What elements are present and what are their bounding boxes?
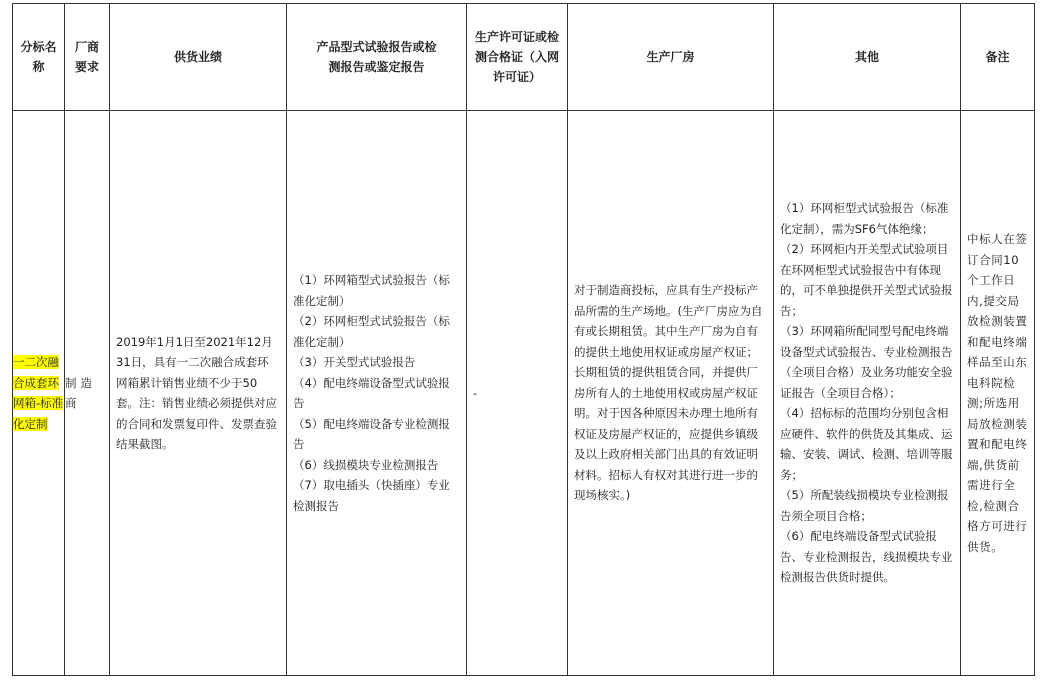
header-manufacturer-req: 厂商要求: [65, 4, 110, 111]
remarks-text: 中标人在签订合同10个工作日内,提交局放检测装置和配电终端样品至山东电科院检测;所选用局放检测装置和配电终端,供货前需进行全检,检测合格方可进行供货。: [967, 232, 1028, 554]
production-plant-text: 对于制造商投标，应具有生产投标产品所需的生产场地。(生产厂房应为自有或长期租赁。其中生产厂房为自有的提供土地使用权证或房屋产权证；长期租赁的提供租赁合同，并提供厂房所有人的土地使用权或房屋产权证明。对于因各种原因未办理土地所有权证及房屋产权证的，应提供乡镇级及以上政府相关部门出具的有效证明材料。招标人有权对其进行进一步的现场核实。): [574, 283, 763, 503]
cell-production-plant: [568, 111, 774, 676]
cell-supply-performance: [110, 111, 287, 676]
list-item: （7）取电插头（快插座）专业检测报告: [293, 478, 450, 513]
header-remarks: 备注: [961, 4, 1035, 111]
section-name-text: 一二次融合成套环网箱-标准化定制: [13, 355, 64, 431]
header-production-license: 生产许可证或检测合格证（入网许可证）: [467, 4, 568, 111]
production-license-text: -: [473, 385, 478, 400]
header-production-plant: 生产厂房: [568, 4, 774, 111]
header-section-name: 分标名称: [13, 4, 65, 111]
list-item: （5）配电终端设备专业检测报告: [293, 416, 450, 451]
cell-production-license: [467, 111, 568, 676]
header-type-test-report: 产品型式试验报告或检测报告或鉴定报告: [287, 4, 467, 111]
list-item: （3）开关型式试验报告: [293, 355, 416, 369]
list-item: （1）环网柜型式试验报告（标准化定制），需为SF6气体绝缘；: [780, 201, 949, 236]
list-item: （2）环网柜内开关型式试验项目在环网柜型式试验报告中有体现的，可不单独提供开关型式试验报告；: [780, 242, 953, 318]
header-row: [13, 4, 1035, 111]
table-row: [13, 111, 1035, 676]
cell-section-name: [13, 111, 65, 676]
supply-performance-text: 2019年1月1日至2021年12月31日，具有一二次融合成套环网箱累计销售业绩不少于50套。注：销售业绩必须提供对应的合同和发票复印件、发票查验结果截图。: [116, 334, 277, 451]
cell-remarks: [961, 111, 1035, 676]
list-item: （1）环网箱型式试验报告（标准化定制）: [293, 273, 450, 308]
cell-type-test-report: [287, 111, 467, 676]
cell-manufacturer-req: [65, 111, 110, 676]
type-test-report-list: [287, 270, 466, 516]
list-item: （5）所配装线损模块专业检测报告须全项目合格；: [780, 488, 949, 523]
header-other: 其他: [774, 4, 961, 111]
qualification-table: [12, 3, 1035, 676]
list-item: （4）配电终端设备型式试验报告: [293, 375, 450, 410]
list-item: （3）环网箱所配同型号配电终端设备型式试验报告、专业检测报告（全项目合格）及业务功能安全验证报告（全项目合格）；: [780, 324, 953, 400]
other-list: [774, 198, 960, 588]
list-item: （2）环网柜型式试验报告（标准化定制）: [293, 314, 450, 349]
list-item: （6）线损模块专业检测报告: [293, 457, 439, 472]
manufacturer-req-text: 制造商: [65, 375, 96, 410]
header-supply-performance: 供货业绩: [110, 4, 287, 111]
list-item: （6）配电终端设备型式试验报告、专业检测报告，线损模块专业检测报告供货时提供。: [780, 529, 953, 585]
cell-other: [774, 111, 961, 676]
list-item: （4）招标标的范围均分别包含相应硬件、软件的供货及其集成、运输、安装、调试、检测、培训等服务；: [780, 406, 953, 482]
